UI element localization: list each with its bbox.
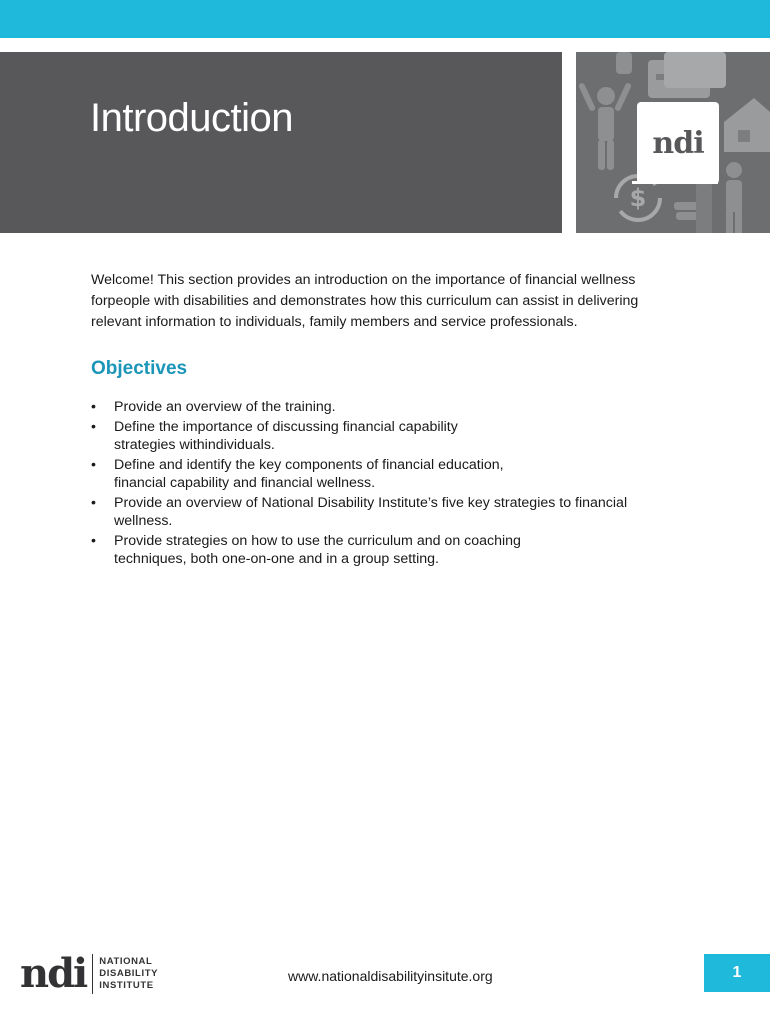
intro-line: relevant information to individuals, family members and service professionals. [91, 314, 578, 330]
person-icon [726, 162, 742, 233]
objective-line: • Provide strategies on how to use the curriculum and on coaching [114, 533, 521, 549]
footer-logo [20, 952, 158, 996]
ndi-logo-tile [637, 102, 719, 184]
objective-line: • Define and identify the key components of financial education, [114, 457, 504, 473]
svg-text:$: $ [629, 184, 647, 212]
objective-line: strategies withindividuals. [114, 437, 275, 453]
page-title: Introduction [90, 96, 294, 140]
top-accent-bar [0, 0, 770, 38]
objective-item [91, 418, 691, 454]
intro-paragraph [91, 270, 691, 333]
objective-item [91, 532, 691, 568]
footer-logo-line: NATIONAL [99, 956, 153, 967]
objective-line: • Provide an overview of National Disability Institute’s five key strategies to financial [114, 495, 628, 511]
title-banner [0, 52, 562, 233]
objective-line: • Provide an overview of the training. [114, 399, 336, 415]
logo-underline [632, 181, 718, 184]
house-icon [724, 98, 770, 152]
intro-line: forpeople with disabilities and demonstrates how this curriculum can assist in delivering [91, 293, 639, 309]
footer-url[interactable]: www.nationaldisabilityinsitute.org [288, 968, 493, 984]
objective-item [91, 494, 691, 530]
intro-line: Welcome! This section provides an introduction on the importance of financial wellness [91, 272, 636, 288]
person-icon [616, 52, 632, 74]
objectives-heading: Objectives [91, 358, 188, 379]
footer-logo-wordmark [99, 956, 158, 992]
person-icon [578, 82, 632, 170]
objectives-list [91, 398, 691, 570]
objective-item [91, 456, 691, 492]
footer-logo-mark: ndi [20, 950, 87, 997]
footer-logo-divider [92, 954, 93, 994]
objective-item [91, 398, 691, 416]
objective-line: financial capability and financial wellness. [114, 475, 376, 491]
page-number-badge: 1 [704, 954, 770, 992]
ndi-logo-text: ndi [652, 125, 704, 161]
objective-line: wellness. [114, 513, 173, 529]
coin-stack-icon [674, 184, 712, 233]
objective-line: • Define the importance of discussing financial capability [114, 419, 458, 435]
footer-logo-line: DISABILITY [99, 968, 159, 979]
footer-logo-line: INSTITUTE [99, 980, 154, 991]
credit-card-icon [648, 52, 726, 98]
objective-line: techniques, both one-on-one and in a group setting. [114, 551, 439, 567]
